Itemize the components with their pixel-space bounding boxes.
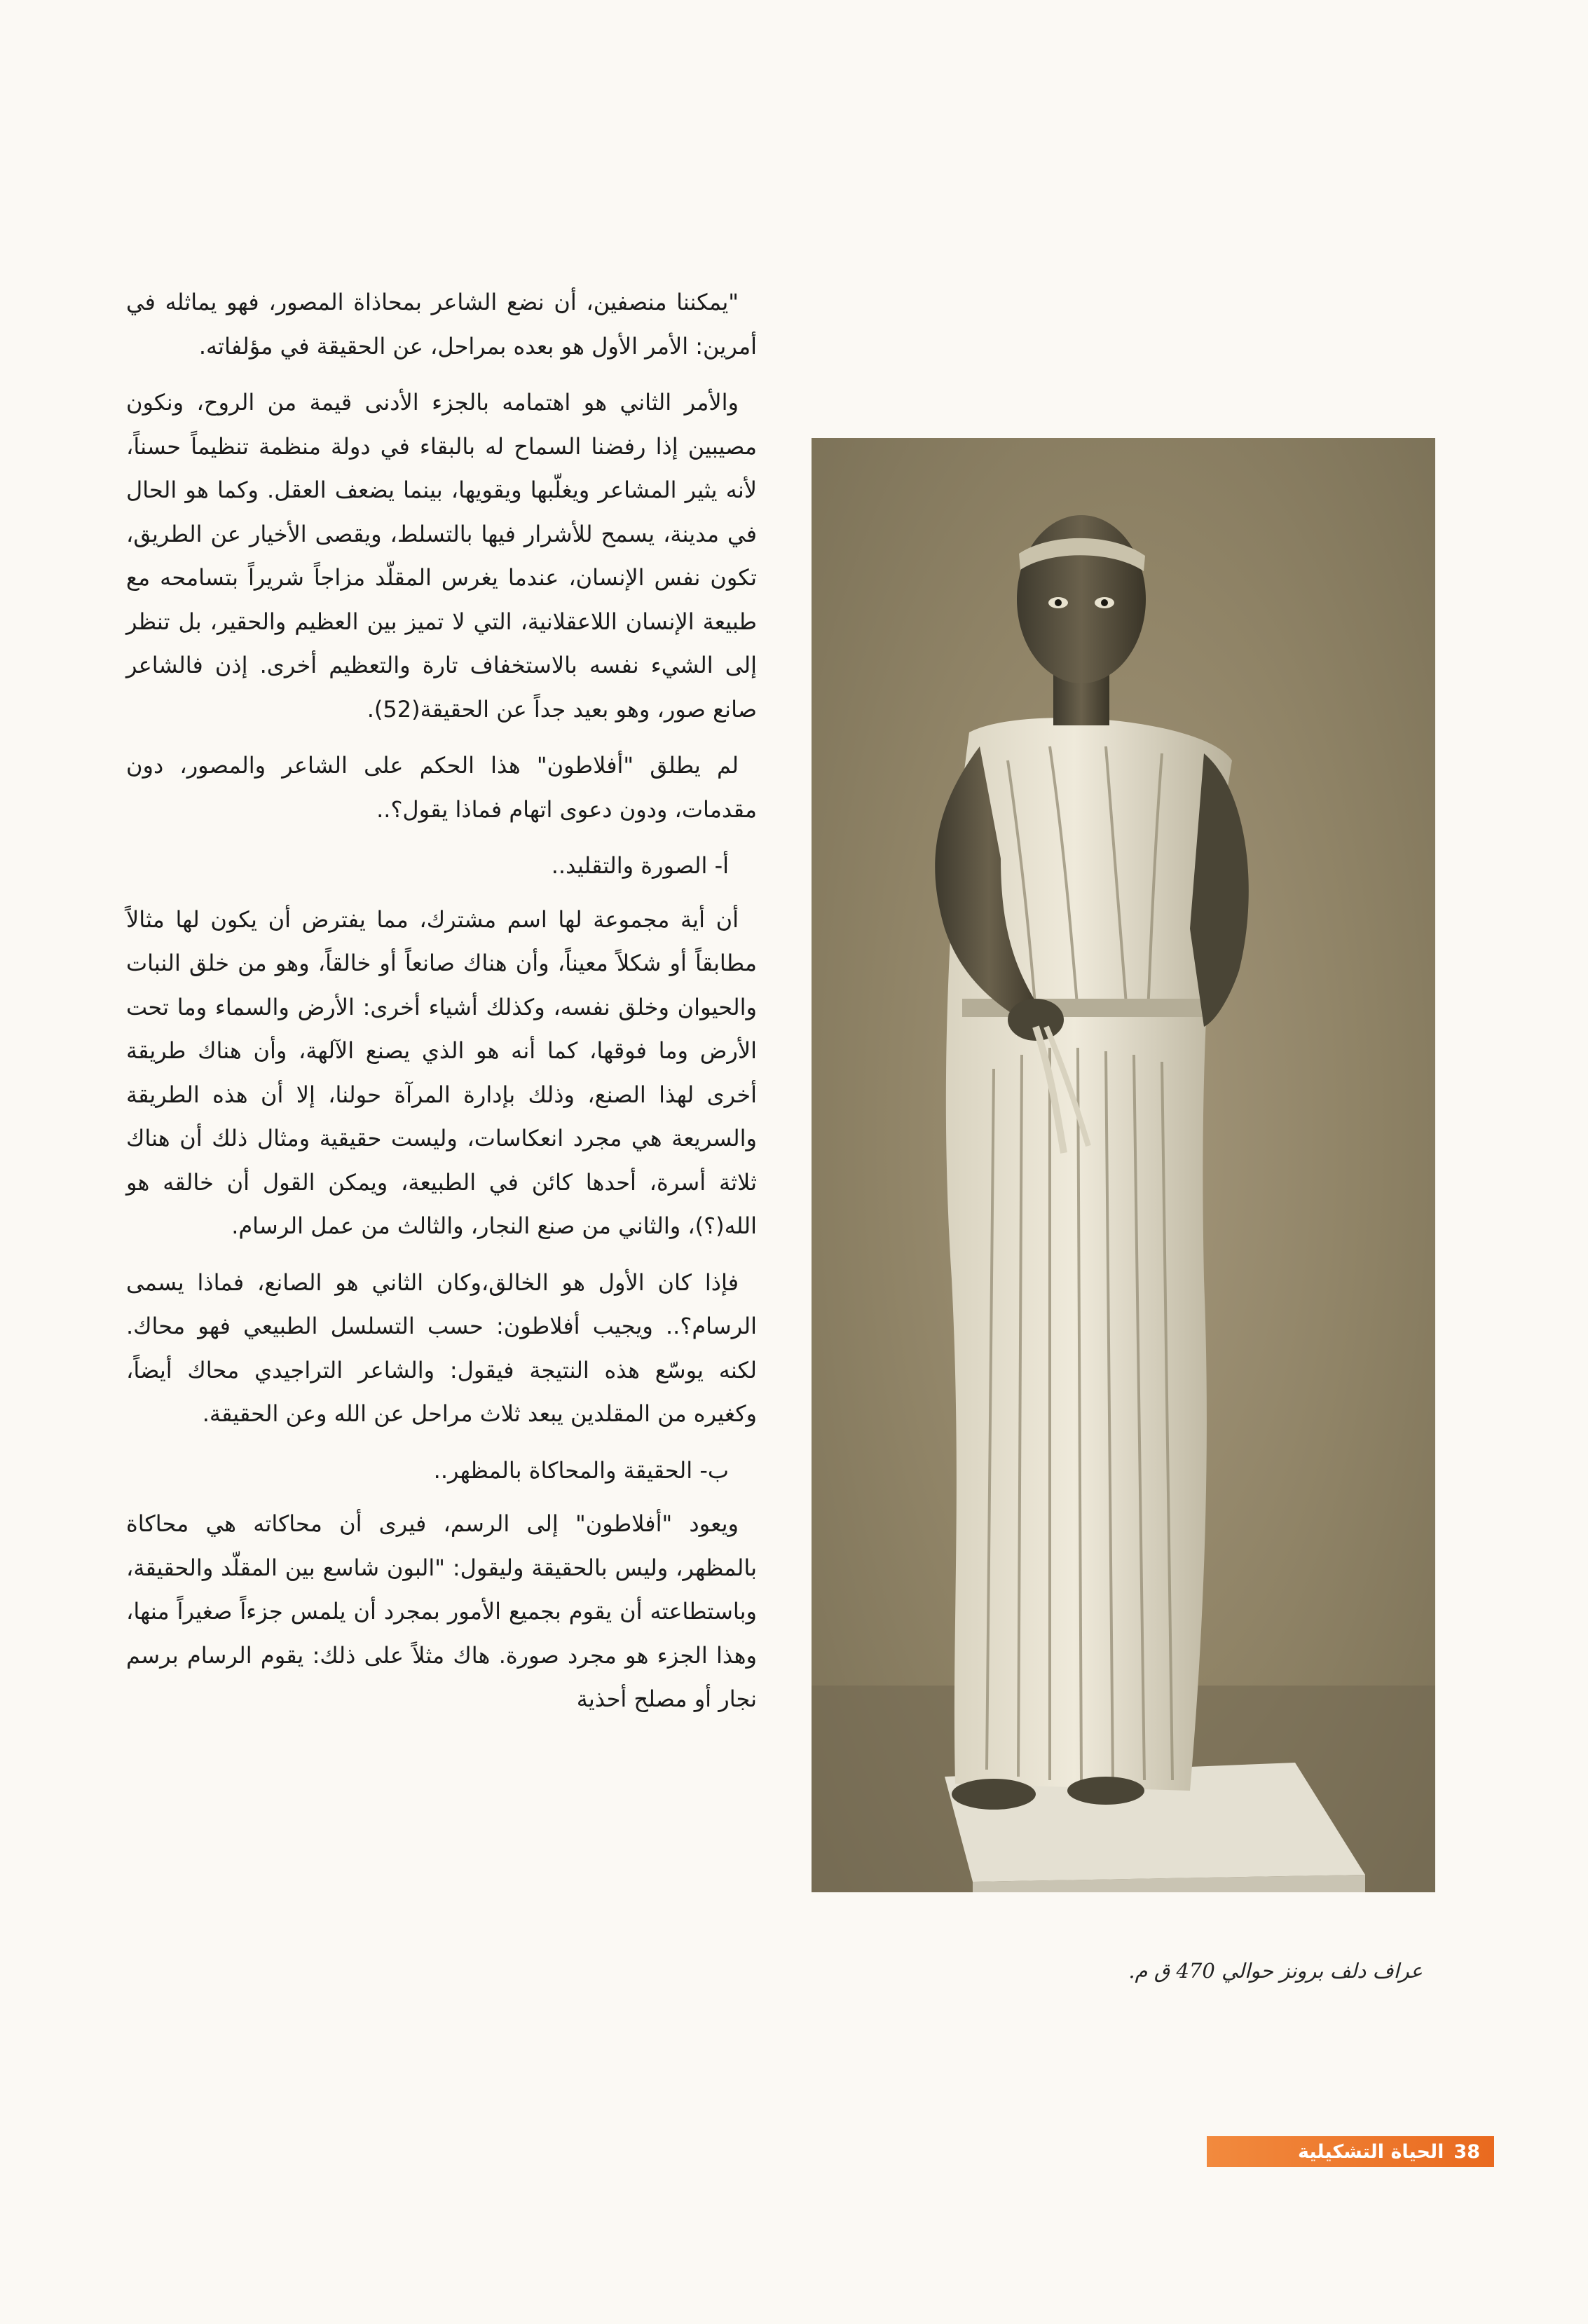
charioteer-statue-illustration bbox=[812, 438, 1435, 1892]
paragraph-5: فإذا كان الأول هو الخالق،وكان الثاني هو الصانع، فماذا يسمى الرسام؟.. ويجيب أفلاطون: حسب التسلسل الطبيعي فهو محاك. لكنه يوسّع هذه النتيجة فيقول: والشاعر التراجيدي محاك أيضاً، وكغيره من المقلدين يبعد ثلاث مراحل عن الله وعن الحقيقة. bbox=[126, 1269, 757, 1427]
statue-photo bbox=[812, 438, 1435, 1892]
figure-caption: عراف دلف برونز حوالي 470 ق م. bbox=[1128, 1959, 1423, 1983]
subheading-b: ب- الحقيقة والمحاكاة بالمظهر.. bbox=[433, 1456, 729, 1484]
page-number: 38 bbox=[1453, 2140, 1480, 2163]
paragraph-6: ويعود "أفلاطون" إلى الرسم، فيرى أن محاكاته هي محاكاة بالمظهر، وليس بالحقيقة وليقول: "البون شاسع بين المقلّد والحقيقة، وباستطاعته أن يقوم بجميع الأمور بمجرد أن يلمس جزءاً صغيراً منها، وهذا الجزء هو مجرد صورة. هاك مثلاً على ذلك: يقوم الرسام برسم نجار أو مصلح أحذية bbox=[126, 1510, 757, 1712]
article-body bbox=[126, 280, 757, 1734]
paragraph-3: لم يطلق "أفلاطون" هذا الحكم على الشاعر والمصور، دون مقدمات، ودون دعوى اتهام فماذا يقول؟.. bbox=[126, 752, 757, 823]
paragraph-1: "يمكننا منصفين، أن نضع الشاعر بمحاذاة المصور، فهو يماثله في أمرين: الأمر الأول هو بعده بمراحل، عن الحقيقة في مؤلفاته. bbox=[126, 289, 757, 360]
paragraph-2: والأمر الثاني هو اهتمامه بالجزء الأدنى قيمة من الروح، ونكون مصيبين إذا رفضنا السماح له بالبقاء في دولة منظمة تنظيماً حسناً، لأنه يثير المشاعر ويغلّبها ويقويها، بينما يضعف العقل. وكما هو الحال في مدينة، يسمح للأشرار فيها بالتسلط، ويقصى الأخيار عن الطريق، تكون نفس الإنسان، عندما يغرس المقلّد مزاجاً شريراً بتسامحه مع طبيعة الإنسان اللاعقلانية، التي لا تميز بين العظيم والحقير، بل تنظر إلى الشيء نفسه بالاستخفاف تارة والتعظيم أخرى. إذن فالشاعر صانع صور، وهو بعيد جداً عن الحقيقة(52). bbox=[126, 389, 757, 723]
page-footer bbox=[1207, 2136, 1494, 2167]
subheading-a: أ- الصورة والتقليد.. bbox=[551, 852, 729, 879]
magazine-name: الحياة التشكيلية bbox=[1298, 2140, 1444, 2163]
paragraph-4: أن أية مجموعة لها اسم مشترك، مما يفترض أن يكون لها مثالاً مطابقاً أو شكلاً معيناً، وأن هناك صانعاً أو خالقاً، وهو من خلق النبات والحيوان وخلق نفسه، وكذلك أشياء أخرى: الأرض والسماء وما تحت الأرض وما فوقها، كما أنه هو الذي يصنع الآلهة، وأن هناك طريقة أخرى لهذا الصنع، وذلك بإدارة المرآة حولنا، إلا أن هذه الطريقة والسريعة هي مجرد انعكاسات، وليست حقيقية ومثال ذلك أن هناك ثلاثة أسرة، أحدها كائن في الطبيعة، ويمكن القول أن خالقه هو الله(؟)، والثاني من صنع النجار، والثالث من عمل الرسام. bbox=[126, 905, 757, 1239]
